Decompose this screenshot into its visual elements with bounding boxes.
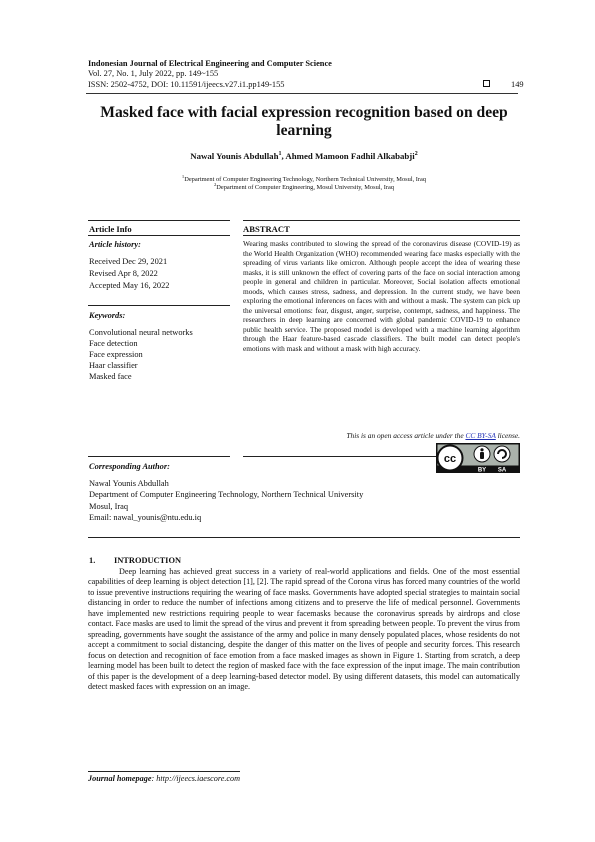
license-note bbox=[243, 431, 520, 440]
affiliation-sup: 2 bbox=[213, 182, 217, 187]
keyword: Face detection bbox=[89, 339, 138, 348]
article-info-head-rule bbox=[88, 235, 230, 236]
keyword: Face expression bbox=[89, 350, 143, 359]
journal-name: Indonesian Journal of Electrical Engineering and Computer Science bbox=[88, 59, 332, 68]
cc-by-sa-badge[interactable] bbox=[436, 443, 520, 473]
corresponding-department: Department of Computer Engineering Technology, Northern Technical University bbox=[89, 490, 364, 499]
author-name: Ahmed Mamoon Fadhil Alkababji bbox=[285, 151, 415, 161]
introduction-text: Deep learning has achieved great success in a variety of real-world applications and fields. One of the most essential capabilities of deep learning is object detection [1], [2]. The rapid spread of the Corona virus has forced many countries of the world to issue preventive instructions requiring the wearing of face masks. Governments have adopted special strategies to maintain social distancing in order to reduce the number of infections among citizens and to preserve the life of medical personnel. Governments have implemented new restrictions requiring people to wear facemasks because the coronavirus spreads by airdrops and close contact. Face masks are used to limit the spread of the virus and prevent it from spreading between people. To prevent the virus from spreading, governments have sought the assistance of the army and police in many densely populated places, whose residents do not accept a commitment to social distancing, despite the danger of this matter on the lives of people and security forces. This research focus on detection and recognition of face emotion from a face masked images as shown in Figure 1. Starting from scratch, a deep learning model has been built to detect the region of masked face with the face expression of the input image. The main contribution of this paper is the development of a deep learning-based detector model. By using different datasets, this model can automatically detect masked faces with expression on an image. bbox=[88, 567, 520, 691]
journal-homepage bbox=[88, 774, 240, 783]
affiliation bbox=[88, 181, 520, 192]
sa-share-icon bbox=[494, 446, 510, 462]
keyword: Convolutional neural networks bbox=[89, 328, 193, 337]
history-rule bbox=[88, 305, 230, 306]
abstract-top-rule bbox=[243, 220, 520, 221]
affiliation-sup: 1 bbox=[181, 174, 185, 179]
homepage-url[interactable]: : http://ijeecs.iaescore.com bbox=[151, 774, 241, 783]
footer-rule bbox=[88, 771, 240, 772]
corresponding-name: Nawal Younis Abdullah bbox=[89, 479, 169, 488]
author-sup: 1 bbox=[278, 151, 282, 158]
affiliation-text: Department of Computer Engineering, Mosul University, Mosul, Iraq bbox=[216, 184, 395, 192]
cc-label: cc bbox=[443, 453, 457, 465]
keywords-heading: Keywords: bbox=[89, 311, 126, 320]
history-item: Revised Apr 8, 2022 bbox=[89, 269, 158, 278]
sa-label: SA bbox=[497, 467, 507, 473]
abstract-text: Wearing masks contributed to slowing the spread of the coronavirus disease (COVID-19) as the World Health Organization (WHO) recommended wearing face masks especially with the spreading of virus variants like omicron. Although people accept the idea of wearing these masks, it is still unknown the effect of covering parts of the face on social interaction among people in general and children in particular. Moreover, Social isolation affects emotional moods, which causes stress, sadness, and depression. In the current study, we have been exploring the emotional inferences on faces with and without a mask. The system can pick up the universal emotions: fear, disgust, anger, surprise, contempt, sadness, and happiness. The researchers in deep learning are concerned with global pandemic COVID-19 to enhance public health service. The proposed model is developed with a machine learning algorithm through the Haar feature-based cascade classifiers. The built model can detect people's emotions with mask and without a mask with high accuracy. bbox=[243, 239, 520, 354]
paper-title: Masked face with facial expression recognition based on deep learning bbox=[100, 104, 508, 139]
page-number: 149 bbox=[511, 80, 524, 89]
history-item: Accepted May 16, 2022 bbox=[89, 281, 170, 290]
issn-doi: ISSN: 2502-4752, DOI: 10.11591/ijeecs.v27.i1.pp149-155 bbox=[88, 80, 285, 89]
keywords-list bbox=[89, 327, 193, 382]
author-name: Nawal Younis Abdullah bbox=[190, 151, 279, 161]
person-body bbox=[480, 452, 484, 459]
keyword: Haar classifier bbox=[89, 361, 138, 370]
license-suffix: license. bbox=[495, 431, 520, 440]
corresponding-email: Email: nawal_younis@ntu.edu.iq bbox=[89, 513, 202, 522]
keyword: Masked face bbox=[89, 372, 132, 381]
square-icon bbox=[483, 80, 490, 87]
history-item: Received Dec 29, 2021 bbox=[89, 257, 168, 266]
article-info-heading: Article Info bbox=[89, 224, 132, 234]
authors bbox=[88, 151, 520, 161]
homepage-label: Journal homepage bbox=[88, 774, 152, 783]
header-rule bbox=[86, 93, 518, 94]
volume-info: Vol. 27, No. 1, July 2022, pp. 149~155 bbox=[88, 69, 219, 78]
affiliation-text: Department of Computer Engineering Technology, Northern Technical University, Mosul, Iraq bbox=[184, 176, 427, 184]
author-sup: 2 bbox=[414, 151, 418, 158]
corresponding-city: Mosul, Iraq bbox=[89, 502, 129, 511]
corresponding-heading: Corresponding Author: bbox=[89, 462, 170, 471]
section-title: INTRODUCTION bbox=[114, 556, 182, 565]
corresponding-bottom-rule bbox=[88, 537, 520, 538]
abstract-heading: ABSTRACT bbox=[243, 224, 290, 234]
by-label: BY bbox=[477, 467, 487, 473]
abstract-head-rule bbox=[243, 235, 520, 236]
author-separator: , bbox=[281, 151, 286, 161]
license-link[interactable]: CC BY-SA bbox=[465, 431, 496, 440]
section-number: 1. bbox=[89, 556, 96, 565]
article-info-top-rule bbox=[88, 220, 230, 221]
license-prefix: This is an open access article under the bbox=[346, 431, 466, 440]
person-head bbox=[480, 448, 483, 451]
keywords-bottom-rule bbox=[88, 456, 230, 457]
history-heading: Article history: bbox=[89, 240, 141, 249]
introduction-heading bbox=[89, 556, 181, 565]
